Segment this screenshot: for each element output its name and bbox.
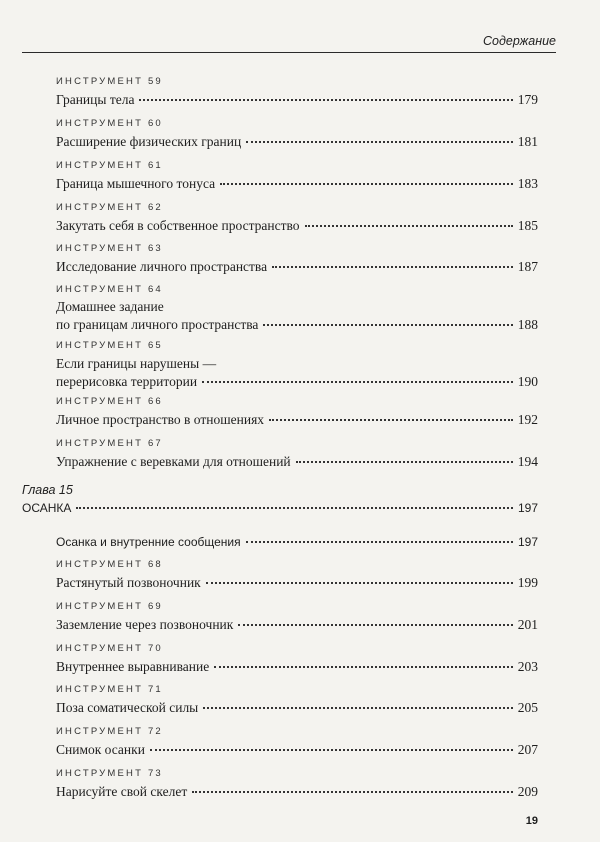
dot-leader [296, 461, 513, 463]
toc-entry[interactable] [56, 742, 538, 758]
entry-page-number: 192 [517, 412, 538, 427]
chapter-entry[interactable] [22, 500, 538, 516]
dot-leader [203, 707, 512, 709]
tool-label: ИНСТРУМЕНТ 67 [56, 438, 163, 449]
toc-entry[interactable] [56, 575, 538, 591]
entry-page-number: 185 [517, 218, 538, 233]
entry-title: Границы тела [56, 92, 135, 107]
entry-title: Упражнение с веревками для отношений [56, 454, 291, 469]
entry-page-number: 207 [517, 742, 538, 757]
section-title: Осанка и внутренние сообщения [56, 535, 241, 549]
entry-page-number: 201 [517, 617, 538, 632]
dot-leader [269, 419, 513, 421]
tool-label: ИНСТРУМЕНТ 73 [56, 768, 163, 779]
chapter-title: ОСАНКА [22, 501, 72, 515]
tool-label: ИНСТРУМЕНТ 62 [56, 202, 163, 213]
toc-entry[interactable] [56, 176, 538, 192]
entry-title: Растянутый позвоночник [56, 575, 201, 590]
entry-title-line: Если границы нарушены — [56, 356, 217, 371]
toc-entry[interactable] [56, 659, 538, 675]
entry-page-number: 194 [517, 454, 538, 469]
entry-title: Нарисуйте свой скелет [56, 784, 188, 799]
dot-leader [246, 141, 513, 143]
entry-page-number: 199 [517, 575, 538, 590]
tool-label: ИНСТРУМЕНТ 69 [56, 601, 163, 612]
dot-leader [139, 99, 512, 101]
entry-page-number: 183 [517, 176, 538, 191]
toc-entry[interactable] [56, 299, 538, 333]
entry-page-number: 209 [517, 784, 538, 799]
entry-title-line: Домашнее задание [56, 299, 164, 314]
toc-entry[interactable] [56, 259, 538, 275]
toc-entry[interactable] [56, 617, 538, 633]
tool-label: ИНСТРУМЕНТ 61 [56, 160, 163, 171]
dot-leader [214, 666, 513, 668]
toc-entry[interactable] [56, 218, 538, 234]
toc-entry[interactable] [56, 412, 538, 428]
tool-label: ИНСТРУМЕНТ 65 [56, 340, 163, 351]
dot-leader [220, 183, 513, 185]
dot-leader [76, 507, 513, 509]
entry-title: Поза соматической силы [56, 700, 199, 715]
tool-label: ИНСТРУМЕНТ 68 [56, 559, 163, 570]
dot-leader [272, 266, 513, 268]
tool-label: ИНСТРУМЕНТ 63 [56, 243, 163, 254]
tool-label: ИНСТРУМЕНТ 70 [56, 643, 163, 654]
toc-entry[interactable] [56, 454, 538, 470]
dot-leader [192, 791, 513, 793]
dot-leader [246, 541, 513, 543]
entry-title: Снимок осанки [56, 742, 145, 757]
entry-page-number: 190 [517, 374, 538, 389]
page-number: 19 [525, 815, 538, 827]
tool-label: ИНСТРУМЕНТ 72 [56, 726, 163, 737]
dot-leader [150, 749, 513, 751]
toc-entry[interactable] [56, 134, 538, 150]
dot-leader [206, 582, 513, 584]
tool-label: ИНСТРУМЕНТ 71 [56, 684, 163, 695]
section-entry[interactable] [56, 534, 538, 550]
entry-title: Внутреннее выравнивание [56, 659, 210, 674]
toc-entry[interactable] [56, 92, 538, 108]
entry-title: Расширение физических границ [56, 134, 242, 149]
toc-entry[interactable] [56, 356, 538, 390]
tool-label: ИНСТРУМЕНТ 64 [56, 284, 163, 295]
tool-label: ИНСТРУМЕНТ 66 [56, 396, 163, 407]
dot-leader [263, 324, 512, 326]
entry-page-number: 205 [517, 700, 538, 715]
entry-page-number: 179 [517, 92, 538, 107]
entry-title: по границам личного пространства [56, 317, 259, 332]
entry-page-number: 181 [517, 134, 538, 149]
dot-leader [238, 624, 512, 626]
entry-page-number: 197 [517, 535, 538, 549]
dot-leader [202, 381, 513, 383]
dot-leader [305, 225, 513, 227]
entry-page-number: 187 [517, 259, 538, 274]
toc-entry[interactable] [56, 700, 538, 716]
toc-entry[interactable] [56, 784, 538, 800]
entry-page-number: 197 [517, 501, 538, 515]
entry-title: Личное пространство в отношениях [56, 412, 265, 427]
tool-label: ИНСТРУМЕНТ 60 [56, 118, 163, 129]
entry-page-number: 188 [517, 317, 538, 332]
running-header-title: Содержание [483, 34, 556, 48]
tool-label: ИНСТРУМЕНТ 59 [56, 76, 163, 87]
chapter-label: Глава 15 [22, 483, 73, 497]
entry-title: перерисовка территории [56, 374, 198, 389]
entry-title: Закутать себя в собственное пространство [56, 218, 300, 233]
entry-title: Заземление через позвоночник [56, 617, 234, 632]
entry-title: Исследование личного пространства [56, 259, 268, 274]
entry-page-number: 203 [517, 659, 538, 674]
entry-title: Граница мышечного тонуса [56, 176, 216, 191]
